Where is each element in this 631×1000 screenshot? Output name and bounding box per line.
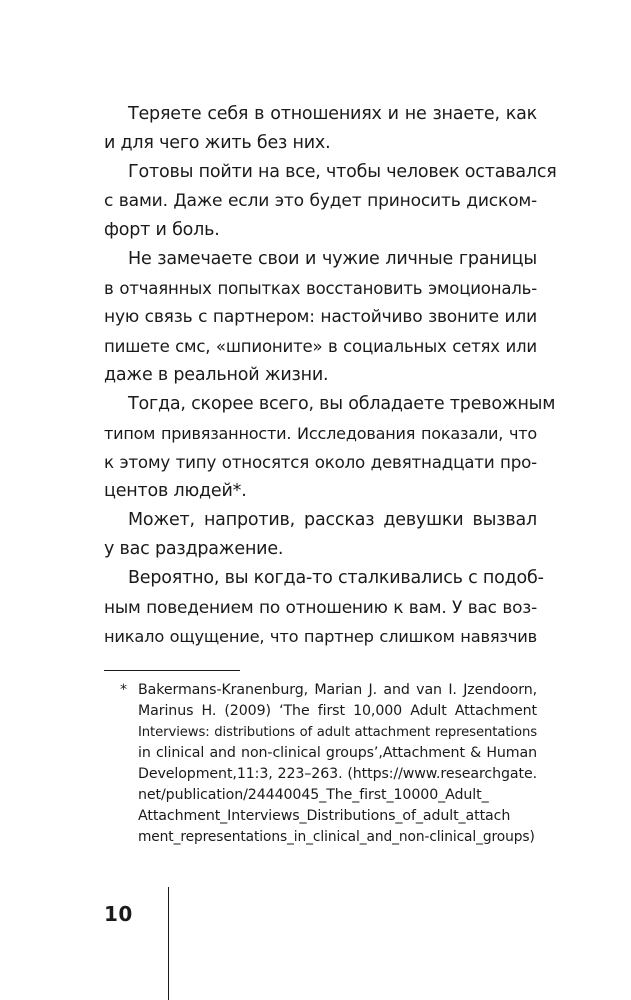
text-line: Теряете себя в отношениях и не знаете, как: [128, 104, 537, 124]
footnote: [104, 680, 537, 848]
footnote-line: Attachment_Interviews_Distributions_of_adult_attach: [138, 808, 511, 824]
text-line: пишете смс, «шпионите» в социальных сетях или: [104, 337, 537, 356]
footnote-line: Interviews: distributions of adult attachment representations: [138, 725, 537, 740]
text-line: Готовы пойти на все, чтобы человек оставался: [128, 162, 557, 182]
text-line: Тогда, скорее всего, вы обладаете тревожным: [128, 394, 556, 414]
text-line: даже в реальной жизни.: [104, 365, 329, 385]
text-line: у вас раздражение.: [104, 539, 284, 559]
paragraph: [104, 245, 537, 390]
text-line: к этому типу относятся около девятнадцати про-: [104, 453, 537, 472]
footnote-line: Bakermans-Kranenburg, Marian J. and van I. Jzendoorn,: [138, 682, 537, 698]
text-line: ную связь с партнером: настойчиво звоните или: [104, 307, 537, 327]
main-text: [104, 100, 557, 651]
paragraph: [104, 564, 544, 651]
text-line: в отчаянных попытках восстановить эмоциональ-: [104, 279, 537, 298]
text-line: никало ощущение, что партнер слишком навязчив: [104, 627, 537, 646]
text-line: типом привязанности. Исследования показали, что: [104, 424, 537, 443]
footnote-line: net/publication/24440045_The_first_10000_Adult_: [138, 787, 489, 803]
paragraph: [104, 100, 537, 158]
footnote-line: in clinical and non-clinical groups’,Attachment & Human: [138, 745, 537, 761]
text-line: и для чего жить без них.: [104, 133, 331, 153]
text-line: с вами. Даже если это будет приносить диском-: [104, 191, 537, 211]
text-line: Вероятно, вы когда-то сталкивались с подоб-: [128, 568, 544, 588]
footnote-marker: *: [120, 682, 127, 698]
text-line: форт и боль.: [104, 220, 220, 240]
text-line: центов людей*.: [104, 481, 247, 501]
page-number: 10: [104, 902, 133, 926]
footnote-line: Marinus H. (2009) ‘The first 10,000 Adult Attachment: [138, 703, 537, 719]
footnote-line: Development,11:3, 223–263. (https://www.researchgate.: [138, 766, 537, 782]
footnote-text: [138, 680, 537, 848]
text-line: Не замечаете свои и чужие личные границы: [128, 249, 537, 269]
footnote-divider: [104, 670, 240, 671]
text-line: Может, напротив, рассказ девушки вызвал: [128, 510, 537, 530]
paragraph: [104, 506, 537, 564]
paragraph: [104, 158, 557, 245]
page-number-divider: [168, 887, 169, 1000]
paragraph: [104, 390, 556, 506]
text-line: ным поведением по отношению к вам. У вас воз-: [104, 597, 537, 617]
footnote-line: ment_representations_in_clinical_and_non-clinical_groups): [138, 829, 535, 845]
